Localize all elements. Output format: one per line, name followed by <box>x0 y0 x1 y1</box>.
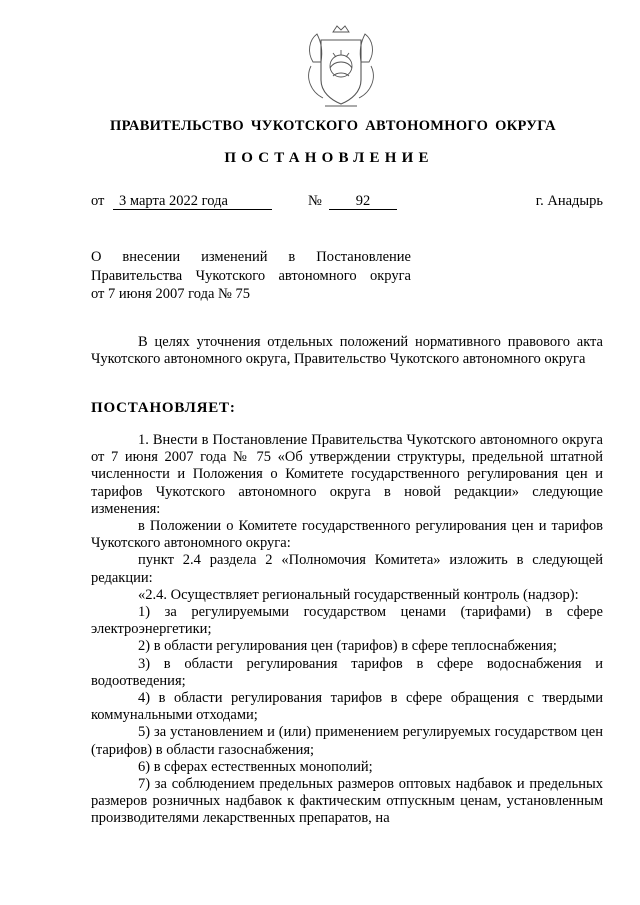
subject-line: от 7 июня 2007 года № 75 <box>91 286 250 302</box>
subject-block <box>91 248 411 304</box>
main-text <box>91 432 603 828</box>
body-paragraph: 5) за установлением и (или) применением регулируемых государством цен (тарифов) в области газоснабжения; <box>91 724 603 758</box>
body-paragraph: 2) в области регулирования цен (тарифов) в сфере теплоснабжения; <box>138 638 557 655</box>
body-paragraph: 7) за соблюдением предельных размеров оптовых надбавок и предельных размеров розничных надбавок к фактическим отпускным ценам, установленным производителями лекарственных препаратов, на <box>91 776 603 827</box>
body-paragraph: 4) в области регулирования тарифов в сфере обращения с твердыми коммунальными отходами; <box>91 690 603 724</box>
body-paragraph: 3) в области регулирования тарифов в сфере водоснабжения и водоотведения; <box>91 655 603 689</box>
subject-line: О внесении изменений в Постановление <box>91 249 411 265</box>
number-sign: № <box>308 193 322 209</box>
subject-line: Правительства Чукотского автономного округа <box>91 267 411 284</box>
body-paragraph: пункт 2.4 раздела 2 «Полномочия Комитета» изложить в следующей редакции: <box>91 552 603 586</box>
document-date: 3 марта 2022 года <box>113 193 272 210</box>
from-label: от <box>91 193 105 209</box>
decree-word: ПОСТАНОВЛЯЕТ: <box>91 400 236 416</box>
preamble-paragraph <box>91 334 603 368</box>
body-paragraph: 6) в сферах естественных монополий; <box>138 758 373 775</box>
document-number: 92 <box>329 193 397 210</box>
government-name: ПРАВИТЕЛЬСТВО ЧУКОТСКОГО АВТОНОМНОГО ОКРУГА <box>110 118 556 134</box>
city-name: г. Анадырь <box>535 193 603 209</box>
date-number-line <box>91 193 603 211</box>
body-paragraph: «2.4. Осуществляет региональный государственный контроль (надзор): <box>138 586 579 603</box>
body-paragraph: в Положении о Комитете государственного регулирования цен и тарифов Чукотского автономного округа: <box>91 518 603 552</box>
preamble-text: В целях уточнения отдельных положений нормативного правового акта Чукотского автономного округа, Правительство Чукотского автономного округа <box>91 334 603 368</box>
body-paragraph: 1. Внести в Постановление Правительства Чукотского автономного округа от 7 июня 2007 года № 75 «Об утверждении структуры, предельной штатной численности и Положения о Комитете государственного регулирования цен и тарифов Чукотского автономного округа в новой редакции» следующие изменения: <box>91 432 603 517</box>
document-type-title: ПОСТАНОВЛЕНИЕ <box>224 150 434 166</box>
coat-of-arms-emblem <box>303 22 379 110</box>
body-paragraph: 1) за регулируемыми государством ценами (тарифами) в сфере электроэнергетики; <box>91 604 603 638</box>
